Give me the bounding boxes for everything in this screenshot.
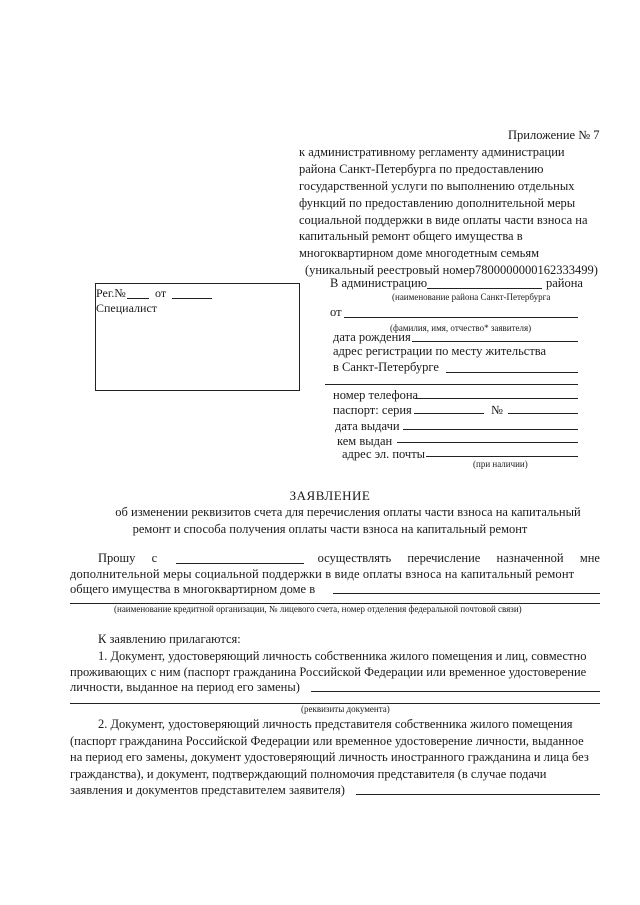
bank-details-blank-1[interactable]: [333, 593, 600, 594]
applicant-name-hint: (фамилия, имя, отчество* заявителя): [390, 323, 532, 333]
address-blank-2[interactable]: [325, 384, 578, 385]
district-hint: (наименование района Санкт-Петербурга: [392, 292, 551, 302]
address-label-line-1: адрес регистрации по месту жительства: [333, 344, 547, 358]
issue-date-blank[interactable]: [403, 429, 578, 430]
attachment-2-line-5: заявления и документов представителем заявителя): [70, 783, 345, 797]
phone-blank[interactable]: [415, 398, 578, 399]
statement-subtitle-line-1: об изменении реквизитов счета для перечисления оплаты части взноса на капитальный: [115, 505, 581, 519]
passport-number-blank[interactable]: [508, 413, 578, 414]
passport-series-blank[interactable]: [414, 413, 484, 414]
reg-number-label: Рег.№: [96, 286, 126, 300]
attachment-1-blank-1[interactable]: [311, 691, 600, 692]
attachment-2-line-3: на период его замены, документ удостоверяющий личность иностранного гражданина и лица без: [70, 750, 589, 764]
district-label: района: [546, 276, 583, 290]
request-word-2: с: [151, 551, 158, 565]
attachment-2-blank-1[interactable]: [356, 794, 600, 795]
reg-date-label: от: [155, 286, 167, 300]
attachment-1-line-2: проживающих с ним (паспорт гражданина Российской Федерации или временное удостоверение: [70, 665, 587, 679]
address-blank-1[interactable]: [446, 372, 578, 373]
statement-subtitle-line-2: ремонт и способа получения оплаты части взноса на капитальный ремонт: [132, 522, 528, 536]
appendix-line-6: капитальный ремонт общего имущества в: [299, 229, 523, 243]
birth-date-label: дата рождения: [333, 330, 411, 344]
issued-by-blank[interactable]: [397, 442, 578, 443]
doc-details-hint: (реквизиты документа): [301, 704, 390, 714]
email-label: адрес эл. почты: [342, 447, 426, 461]
email-if-any-hint: (при наличии): [473, 459, 528, 469]
from-label: от: [330, 305, 342, 319]
phone-label: номер телефона: [333, 388, 419, 402]
attachments-intro: К заявлению прилагаются:: [98, 632, 241, 646]
appendix-line-2: района Санкт-Петербурга по предоставлению: [299, 162, 544, 176]
request-word-4: перечисление: [407, 551, 481, 565]
request-date-blank[interactable]: [176, 563, 304, 564]
request-word-5: назначенной: [496, 551, 564, 565]
email-blank[interactable]: [426, 456, 578, 457]
birth-date-blank[interactable]: [412, 341, 578, 342]
district-blank[interactable]: [427, 288, 542, 289]
appendix-line-3: государственной услуги по выполнению отдельных: [299, 179, 575, 193]
attachment-1-line-1: 1. Документ, удостоверяющий личность собственника жилого помещения и лиц, совместно: [98, 649, 587, 663]
request-word-6: мне: [579, 551, 600, 565]
specialist-label: Специалист: [96, 301, 158, 315]
attachment-2-line-4: гражданства), и документ, подтверждающий полномочия представителя (в случае подачи: [70, 767, 547, 781]
issue-date-label: дата выдачи: [335, 419, 400, 433]
reg-number-blank[interactable]: [127, 298, 149, 299]
request-word-1: Прошу: [98, 551, 136, 565]
appendix-title: Приложение № 7: [508, 128, 600, 142]
request-line-1: [70, 552, 600, 565]
issued-by-label: кем выдан: [337, 434, 393, 448]
attachment-2-line-2: (паспорт гражданина Российской Федерации или временное удостоверение личности, выданное: [70, 734, 584, 748]
appendix-line-1: к административному регламенту администрации: [299, 145, 565, 159]
bank-details-hint: (наименование кредитной организации, № лицевого счета, номер отделения федеральной почтовой связи): [114, 604, 522, 614]
reg-date-blank[interactable]: [172, 298, 212, 299]
statement-heading: ЗАЯВЛЕНИЕ: [289, 488, 371, 503]
applicant-name-blank[interactable]: [344, 317, 578, 318]
appendix-line-7: многоквартирном доме многодетным семьям: [299, 246, 540, 260]
request-word-3: осуществлять: [317, 551, 392, 565]
address-label-line-2: в Санкт-Петербурге: [333, 360, 439, 374]
to-administration-label: В администрацию: [330, 276, 428, 290]
passport-series-label: паспорт: серия: [333, 403, 412, 417]
appendix-line-5: социальной поддержки в виде оплаты части взноса на: [299, 213, 588, 227]
request-line-3: общего имущества в многоквартирном доме в: [70, 582, 316, 596]
attachment-1-line-3: личности, выданное на период его замены): [70, 680, 300, 694]
appendix-line-4: функций по предоставлению дополнительной меры: [299, 196, 576, 210]
request-line-2: дополнительной меры социальной поддержки в виде оплаты взноса на капитальный ремонт: [70, 567, 575, 581]
attachment-2-line-1: 2. Документ, удостоверяющий личность представителя собственника жилого помещения: [98, 717, 573, 731]
passport-number-sign: №: [491, 403, 503, 417]
appendix-registry-number: (уникальный реестровый номер7800000000162333499): [305, 263, 598, 277]
